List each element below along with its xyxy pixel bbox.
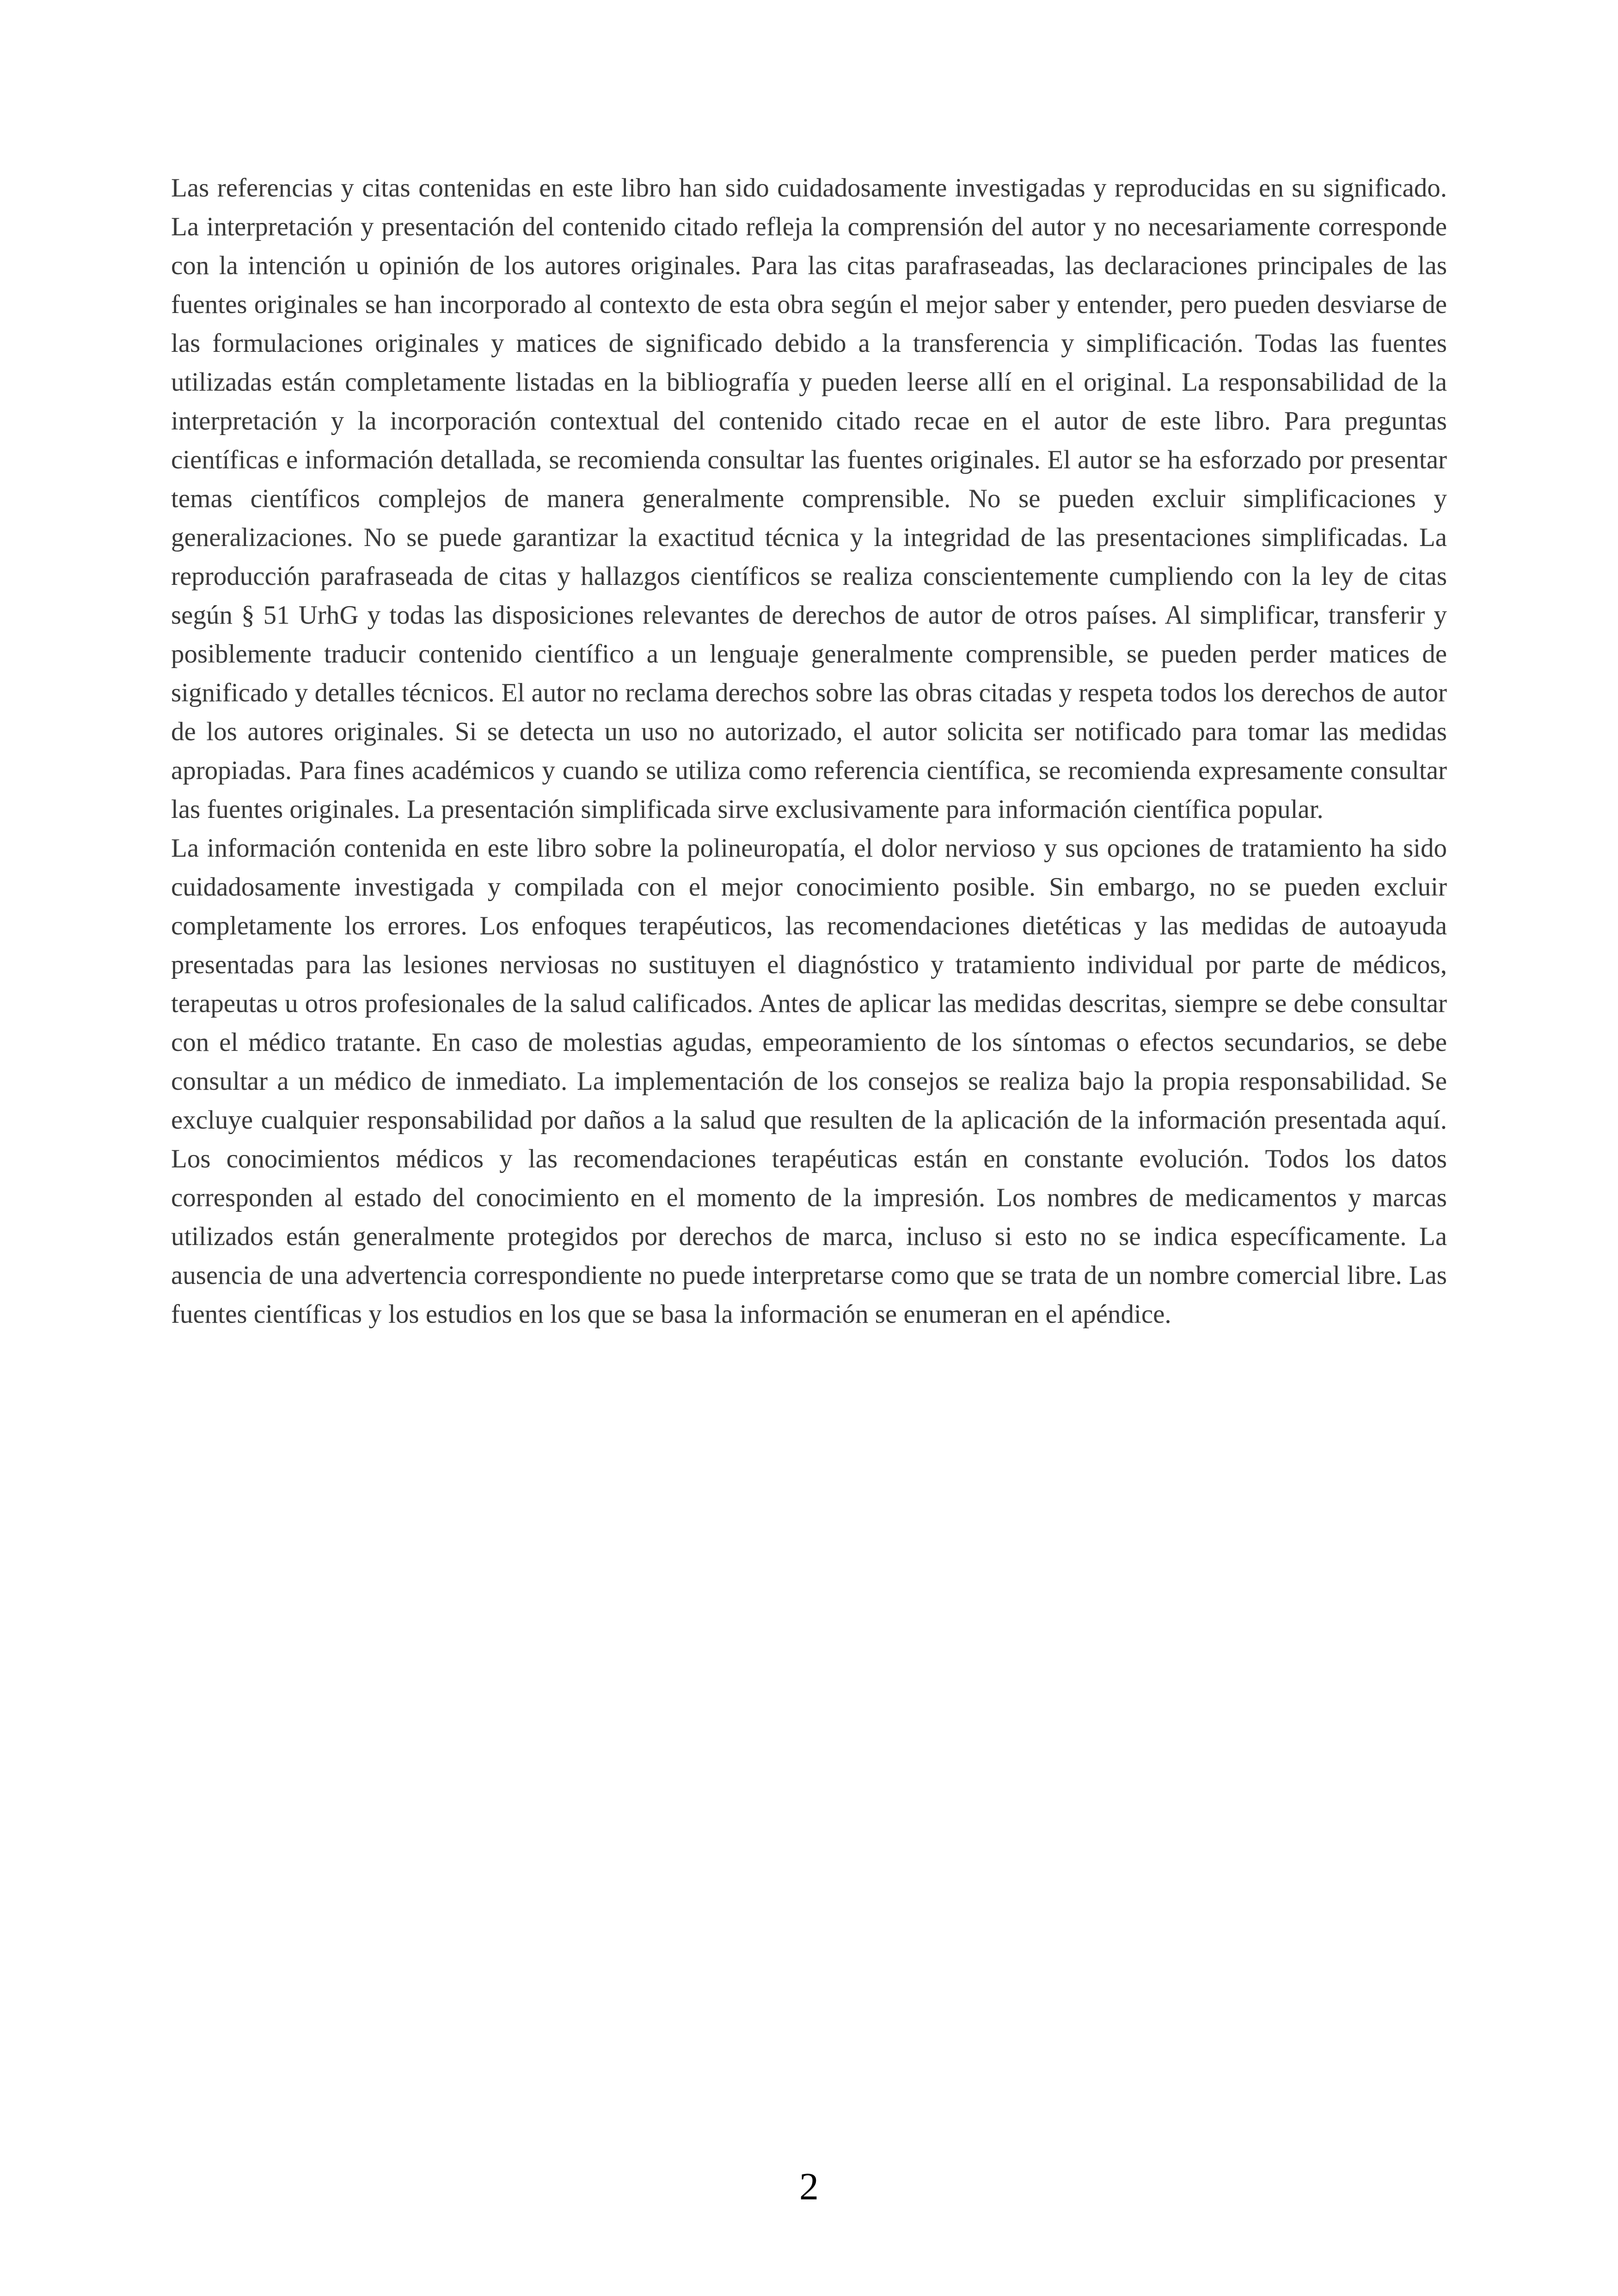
paragraph-medical-disclaimer: La información contenida en este libro sobre la polineuropatía, el dolor nervioso y sus opciones de tratamiento ha sido cuidadosamente investigada y compilada con el mejor conocimiento posible. Sin embargo, no se pueden excluir completamente los errores. Los enfoques terapéuticos, las recomendaciones dietéticas y las medidas de autoayuda presentadas para las lesiones nerviosas no sustituyen el diagnóstico y tratamiento individual por parte de médicos, terapeutas u otros profesionales de la salud calificados. Antes de aplicar las medidas descritas, siempre se debe consultar con el médico tratante. En caso de molestias agudas, empeoramiento de los síntomas o efectos secundarios, se debe consultar a un médico de inmediato. La implementación de los consejos se realiza bajo la propia responsabilidad. Se excluye cualquier responsabilidad por daños a la salud que resulten de la aplicación de la información presentada aquí. Los conocimientos médicos y las recomendaciones terapéuticas están en constante evolución. Todos los datos corresponden al estado del conocimiento en el momento de la impresión. Los nombres de medicamentos y marcas utilizados están generalmente protegidos por derechos de marca, incluso si esto no se indica específicamente. La ausencia de una advertencia correspondiente no puede interpretarse como que se trata de un nombre comercial libre. Las fuentes científicas y los estudios en los que se basa la información se enumeran en el apéndice.: [171, 834, 1447, 1329]
paragraph-citations-disclaimer: Las referencias y citas contenidas en este libro han sido cuidadosamente investigadas y reproducidas en su significado. La interpretación y presentación del contenido citado refleja la comprensión del autor y no necesariamente corresponde con la intención u opinión de los autores originales. Para las citas parafraseadas, las declaraciones principales de las fuentes originales se han incorporado al contexto de esta obra según el mejor saber y entender, pero pueden desviarse de las formulaciones originales y matices de significado debido a la transferencia y simplificación. Todas las fuentes utilizadas están completamente listadas en la bibliografía y pueden leerse allí en el original. La responsabilidad de la interpretación y la incorporación contextual del contenido citado recae en el autor de este libro. Para preguntas científicas e información detallada, se recomienda consultar las fuentes originales. El autor se ha esforzado por presentar temas científicos complejos de manera generalmente comprensible. No se pueden excluir simplificaciones y generalizaciones. No se puede garantizar la exactitud técnica y la integridad de las presentaciones simplificadas. La reproducción parafraseada de citas y hallazgos científicos se realiza conscientemente cumpliendo con la ley de citas según § 51 UrhG y todas las disposiciones relevantes de derechos de autor de otros países. Al simplificar, transferir y posiblemente traducir contenido científico a un lenguaje generalmente comprensible, se pueden perder matices de significado y detalles técnicos. El autor no reclama derechos sobre las obras citadas y respeta todos los derechos de autor de los autores originales. Si se detecta un uso no autorizado, el autor solicita ser notificado para tomar las medidas apropiadas. Para fines académicos y cuando se utiliza como referencia científica, se recomienda expresamente consultar las fuentes originales. La presentación simplificada sirve exclusivamente para información científica popular.: [171, 173, 1447, 824]
body-text: [171, 169, 1447, 1334]
page-number: 2: [799, 2165, 819, 2208]
